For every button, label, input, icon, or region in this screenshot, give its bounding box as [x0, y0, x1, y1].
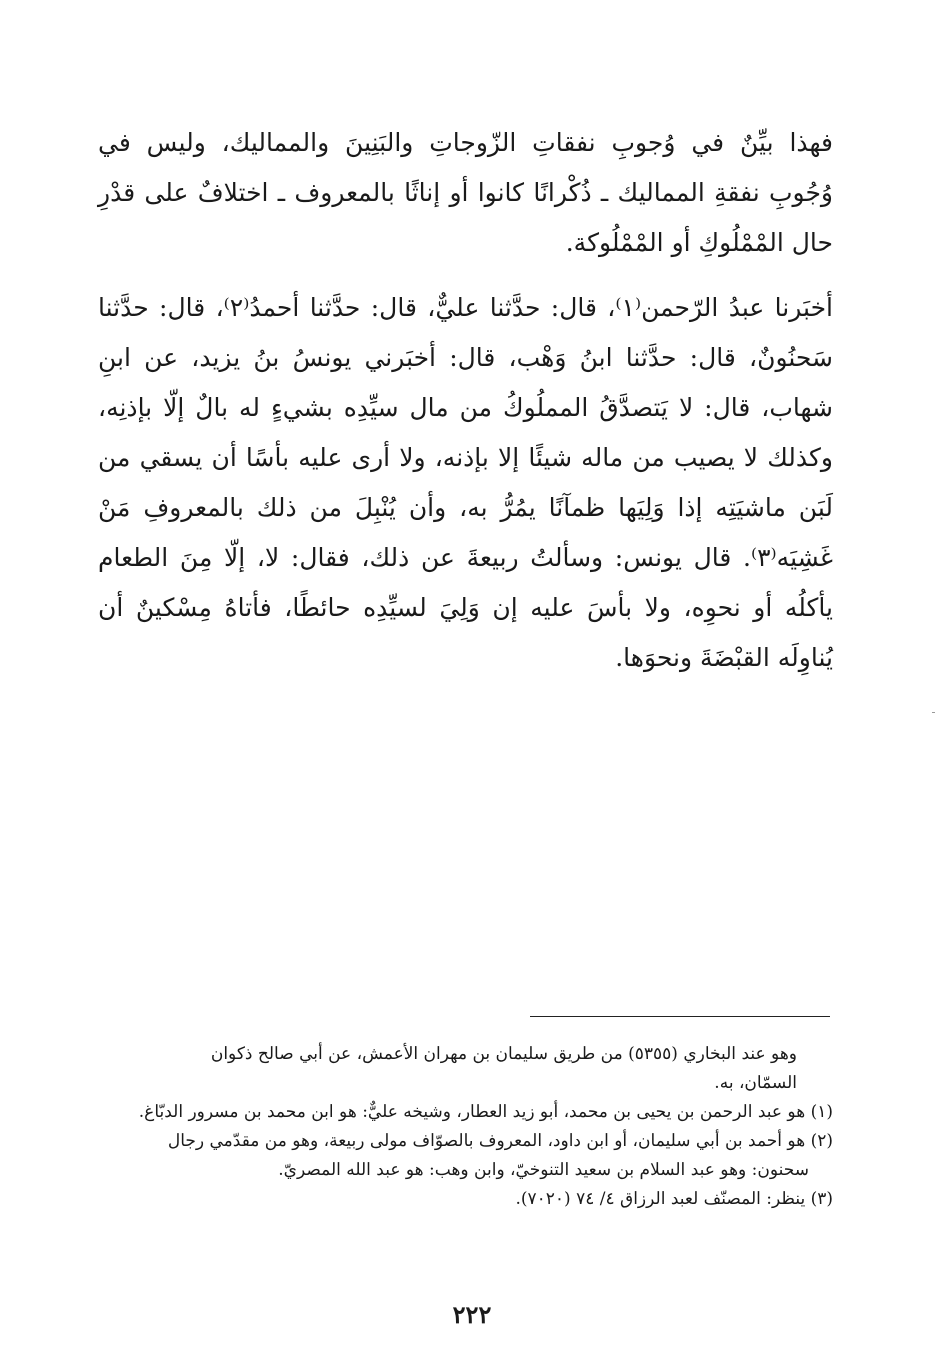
footnote-2: (٢) هو أحمد بن أبي سليمان، أو ابن داود، المعروف بالصوّاف مولى ربيعة، وهو من مقدّمي رجال [167, 1131, 833, 1151]
footnotes-block [98, 1040, 833, 1214]
footnote-separator [530, 1016, 830, 1017]
footnote-3: (٣) ينظر: المصنّف لعبد الرزاق ٤/ ٧٤ (٧٠٢٠). [515, 1189, 833, 1209]
footnote-2-continuation: سحنون: وهو عبد السلام بن سعيد التنوخيّ، وابن وهب: هو عبد الله المصريّ. [278, 1160, 809, 1180]
footnote-continuation-line-1: وهو عند البخاري (٥٣٥٥) من طريق سليمان بن مهران الأعمش، عن أبي صالح ذكوان [210, 1044, 797, 1064]
main-paragraph-1: فهذا بيِّنٌ في وُجوبِ نفقاتِ الزّوجاتِ والبَنِينَ والمماليك، وليس في وُجُوبِ نفقةِ المماليك ـ ذُكْرانًا كانوا أو إناثًا بالمعروف ـ اختلافٌ على قدْرِ حال المْمْلُوكِ أو المْمْلُوكة. [98, 128, 833, 257]
page-number: ٢٢٢ [452, 1300, 492, 1329]
footnote-1: (١) هو عبد الرحمن بن يحيى بن محمد، أبو زيد العطار، وشيخه عليٌّ: هو ابن محمد بن مسرور الدبّاغ. [138, 1102, 833, 1122]
margin-speck [932, 712, 935, 713]
main-paragraph-2: أخبَرنا عبدُ الرّحمن⁽١⁾، قال: حدَّثنا عليٌّ، قال: حدَّثنا أحمدُ⁽٢⁾، قال: حدَّثنا سَحنُونٌ، قال: حدَّثنا ابنُ وَهْب، قال: أخبَرني يونسُ بنُ يزيد، عن ابنِ شهاب، قال: لا يَتصدَّقُ المملُوكُ من مال سيِّدِه بشيءٍ له بالٌ إلّا بإذنِه، وكذلك لا يصيب من ماله شيئًا إلا بإذنه، ولا أرى عليه بأسًا أن يسقي من لَبَن ماشيَتِه إذا وَلِيَها ظمآنًا يمُرُّ به، وأن يُنْبِلَ من ذلك بالمعروفِ مَنْ غَشِيَه⁽٣⁾. قال يونس: وسألتُ ربيعةَ عن ذلك، فقال: لا، إلّا مِنَ الطعام يأكلُه أو نحوِه، ولا بأسَ عليه إن وَلِيَ لسيِّدِه حائطًا، فأتاهُ مِسْكينٌ أن يُناوِلَه القبْضَةَ ونحوَها. [98, 293, 833, 672]
footnote-continuation-line-2: السمّان، به. [714, 1073, 797, 1093]
